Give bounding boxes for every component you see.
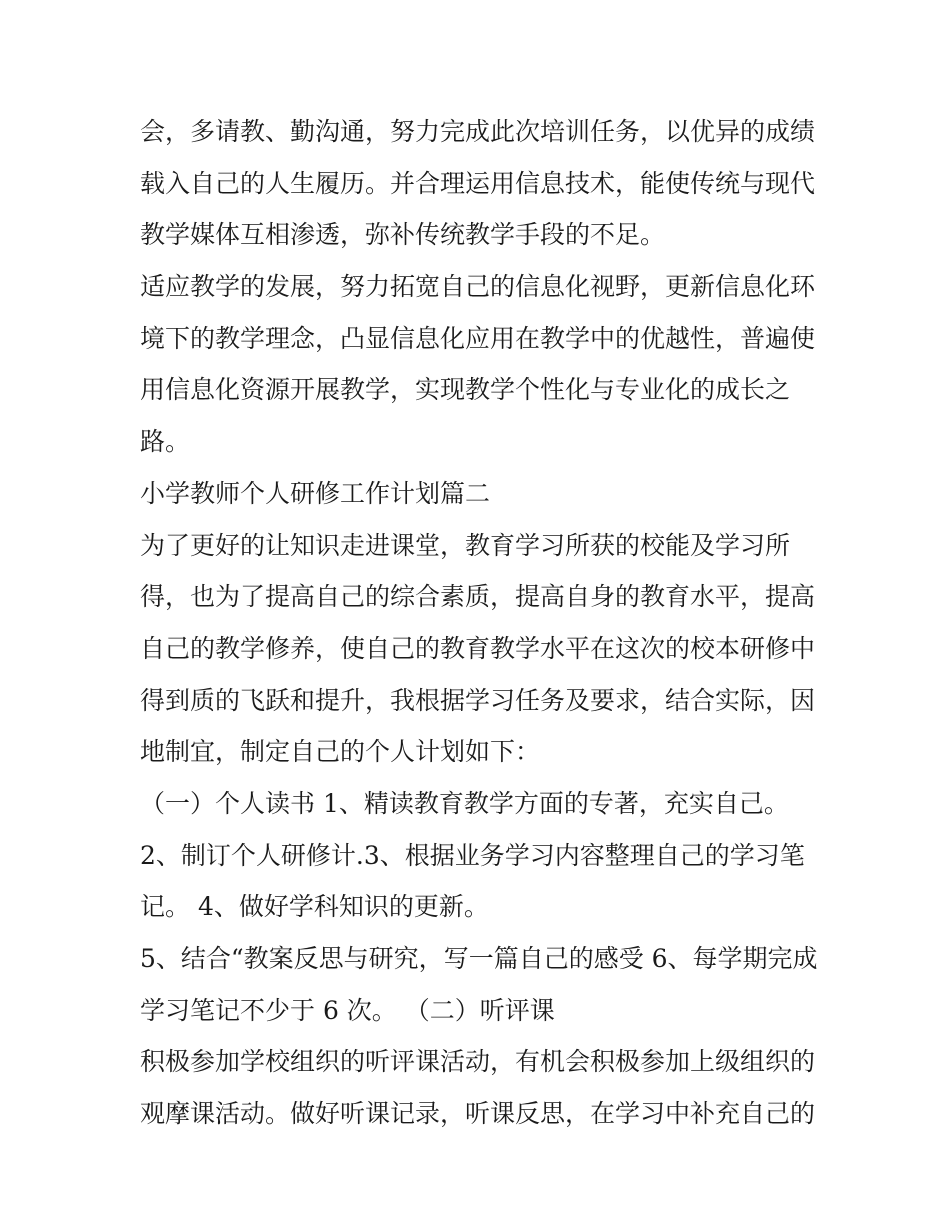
- text-line: 2、制订个人研修计.3、根据业务学习内容整理自己的学习笔: [140, 840, 805, 870]
- text-line: 观摩课活动。做好听课记录，听课反思，在学习中补充自己的: [140, 1099, 816, 1129]
- text-line: 教学媒体互相渗透，弥补传统教学手段的不足。: [140, 220, 666, 250]
- text-line: 境下的教学理念，凸显信息化应用在教学中的优越性，普遍使: [140, 323, 816, 353]
- text-line: 会，多请教、勤沟通，努力完成此次培训任务，以优异的成绩: [140, 117, 816, 146]
- text-line: 为了更好的让知识走进课堂，教育学习所获的校能及学习所: [140, 530, 791, 560]
- text-line: 自己的教学修养，使自己的教育教学水平在这次的校本研修中: [140, 633, 816, 663]
- text-line: 记。 4、做好学科知识的更新。: [140, 892, 489, 922]
- text-line: 适应教学的发展，努力拓宽自己的信息化视野，更新信息化环: [140, 272, 816, 302]
- text-line: 用信息化资源开展教学，实现教学个性化与专业化的成长之: [140, 375, 791, 405]
- text-line: 得，也为了提高自己的综合素质，提高自身的教育水平，提高: [140, 582, 816, 612]
- text-line: 载入自己的人生履历。并合理运用信息技术，能使传统与现代: [140, 168, 816, 198]
- text-line: 5、结合“教案反思与研究，写一篇自己的感受 6、每学期完成: [140, 944, 818, 973]
- section-heading: 小学教师个人研修工作计划篇二: [140, 478, 491, 508]
- text-line: 地制宜，制定自己的个人计划如下：: [140, 737, 541, 767]
- text-line: （一）个人读书 1、精读教育教学方面的专著，充实自己。: [140, 788, 789, 818]
- text-line: 学习笔记不少于 6 次。 （二）听评课: [140, 995, 555, 1025]
- body-text: [140, 106, 820, 1140]
- text-line: 路。: [140, 427, 191, 457]
- text-line: 得到质的飞跃和提升，我根据学习任务及要求，结合实际，因: [140, 685, 816, 715]
- text-line: 积极参加学校组织的听评课活动，有机会积极参加上级组织的: [140, 1047, 816, 1077]
